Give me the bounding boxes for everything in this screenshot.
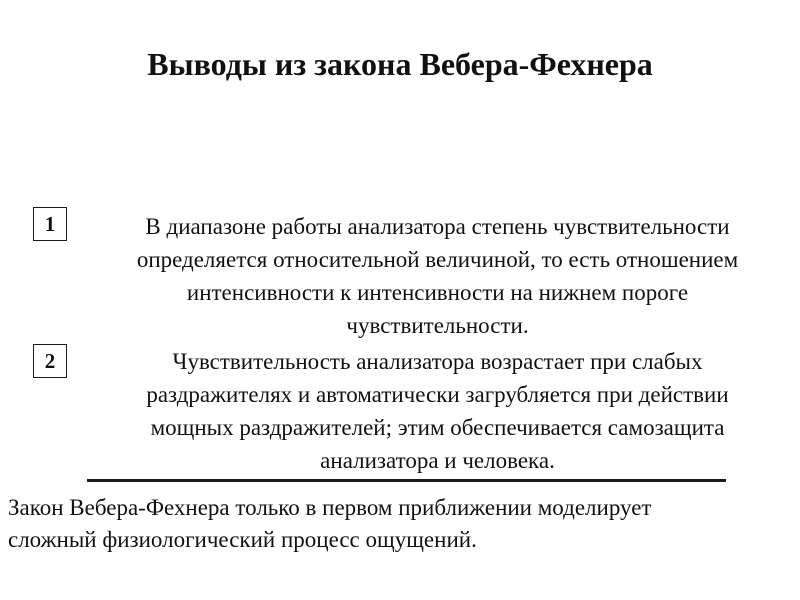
point-1-text: В диапазоне работы анализатора степень чувствительности определяется относительной величиной, то есть отношением интенсивности к интенсивности на нижнем пороге чувствительности. — [136, 214, 739, 338]
point-2-number-box: 2 — [33, 344, 67, 378]
point-1-number-box: 1 — [33, 207, 67, 241]
point-2-text: Чувствительность анализатора возрастает при слабых раздражителях и автоматически загрубляется при действии мощных раздражителей; этим обеспечивается самозащита анализатора и человека. — [146, 349, 729, 473]
horizontal-divider — [87, 479, 726, 482]
conclusion-text: Закон Вебера-Фехнера только в первом приближении моделирует сложный физиологический процесс ощущений. — [8, 495, 652, 552]
slide-title: Выводы из закона Вебера-Фехнера — [147, 46, 653, 82]
